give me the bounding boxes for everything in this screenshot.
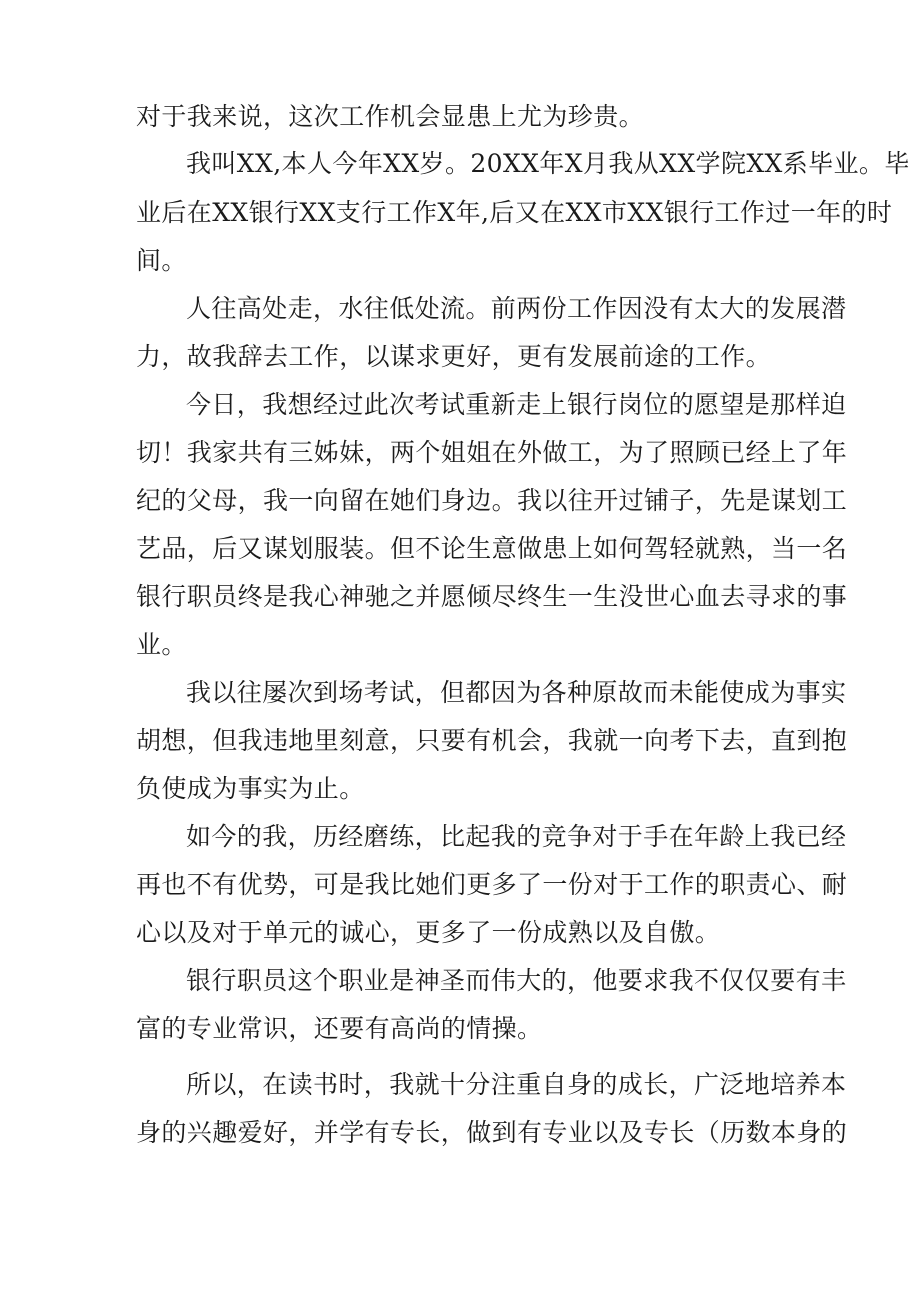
text-line: 我以往屡次到场考试，但都因为各种原故而未能使成为事实 <box>186 678 847 707</box>
text-line: 间。 <box>136 246 187 275</box>
text-line: 再也不有优势，可是我比她们更多了一份对于工作的职责心、耐 <box>136 870 848 899</box>
text-line: 银行职员终是我心神驰之并愿倾尽终生一生没世心血去寻求的事 <box>136 582 848 611</box>
text-line: 艺品，后又谋划服装。但不论生意做患上如何驾轻就熟，当一名 <box>136 534 848 563</box>
text-line: 对于我来说，这次工作机会显患上尤为珍贵。 <box>136 102 645 131</box>
text-line: 纪的父母，我一向留在她们身边。我以往开过铺子，先是谋划工 <box>136 486 848 515</box>
text-line: 今日，我想经过此次考试重新走上银行岗位的愿望是那样迫 <box>186 390 847 419</box>
text-line: 力，故我辞去工作，以谋求更好，更有发展前途的工作。 <box>136 342 772 371</box>
text-line: 胡想，但我违地里刻意，只要有机会，我就一向考下去，直到抱 <box>136 726 848 755</box>
text-line: 负使成为事实为止。 <box>136 774 365 803</box>
text-line: 业。 <box>136 630 187 659</box>
text-line: 银行职员这个职业是神圣而伟大的，他要求我不仅仅要有丰 <box>186 966 847 995</box>
text-line: 所以，在读书时，我就十分注重自身的成长，广泛地培养本 <box>186 1070 847 1099</box>
text-line: 如今的我，历经磨练，比起我的竞争对于手在年龄上我已经 <box>186 822 847 851</box>
text-line: 富的专业常识，还要有高尚的情操。 <box>136 1014 543 1043</box>
text-line: 切！我家共有三姊妹，两个姐姐在外做工，为了照顾已经上了年 <box>136 438 848 467</box>
text-line: 人往高处走，水往低处流。前两份工作因没有太大的发展潜 <box>186 294 847 323</box>
text-line: 我叫XX,本人今年XX岁。20XX年X月我从XX学院XX系毕业。毕 <box>186 149 910 178</box>
text-line: 业后在XX银行XX支行工作X年,后又在XX市XX银行工作过一年的时 <box>136 198 893 227</box>
text-line: 心以及对于单元的诚心，更多了一份成熟以及自傲。 <box>136 918 721 947</box>
text-line: 身的兴趣爱好，并学有专长，做到有专业以及专长（历数本身的 <box>136 1118 848 1147</box>
